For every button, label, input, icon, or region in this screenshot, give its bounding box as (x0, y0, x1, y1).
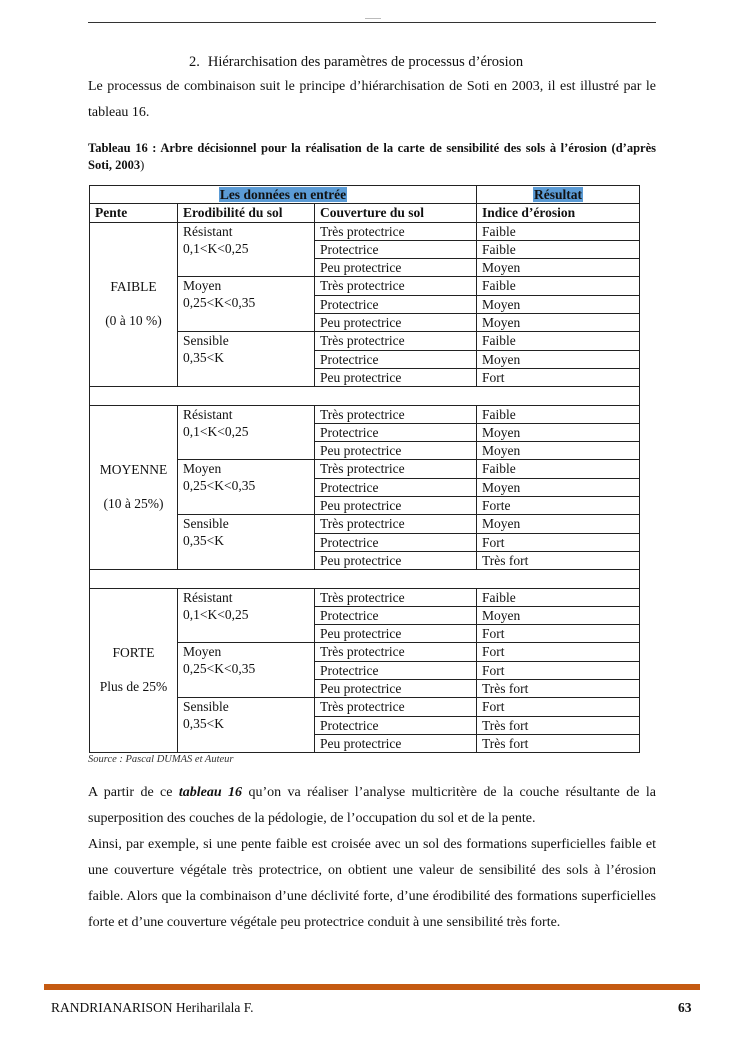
indice-cell: Moyen (477, 478, 640, 496)
erodibilite-cell (178, 643, 315, 698)
couverture-cell: Protectrice (315, 661, 477, 679)
indice-cell: Moyen (477, 606, 640, 624)
couverture-cell: Peu protectrice (315, 259, 477, 277)
erodibilite-k-range: 0,25<K<0,35 (183, 661, 256, 677)
erodibilite-class: Moyen (183, 461, 222, 477)
caption-text: Tableau 16 : Arbre décisionnel pour la réalisation de la carte de sensibilité des sols à l’érosion (d’après Soti, 2003 (88, 141, 656, 172)
table-body (90, 222, 640, 753)
couverture-cell: Très protectrice (315, 588, 477, 606)
indice-cell: Très fort (477, 716, 640, 734)
indice-cell: Faible (477, 277, 640, 295)
pente-cell (90, 405, 178, 570)
indice-cell: Faible (477, 240, 640, 258)
erodibilite-class: Résistant (183, 223, 233, 239)
erodibilite-k-range: 0,1<K<0,25 (183, 606, 249, 622)
indice-cell: Fort (477, 643, 640, 661)
erodibilite-k-range: 0,1<K<0,25 (183, 423, 249, 439)
couverture-cell: Protectrice (315, 478, 477, 496)
erodibilite-class: Sensible (183, 699, 229, 715)
erodibilite-class: Résistant (183, 589, 233, 605)
table-source: Source : Pascal DUMAS et Auteur (88, 754, 234, 765)
couverture-cell: Protectrice (315, 716, 477, 734)
erodibilite-k-range: 0,1<K<0,25 (183, 240, 249, 256)
indice-cell: Moyen (477, 442, 640, 460)
erodibilite-class: Sensible (183, 516, 229, 532)
couverture-cell: Peu protectrice (315, 625, 477, 643)
erodibilite-class: Moyen (183, 644, 222, 660)
couverture-cell: Protectrice (315, 606, 477, 624)
footer-bar (44, 984, 700, 990)
indice-cell: Faible (477, 460, 640, 478)
indice-cell: Moyen (477, 295, 640, 313)
paragraph-example: Ainsi, par exemple, si une pente faible est croisée avec un sol des formations superficielles faible et une couverture végétale très protectrice, on obtient une valeur de sensibilité des sols à l’érosion faible. Alors que la combinaison d’une déclivité forte, d’une érodibilité des formations superficielles forte et d’une couverture végétale peu protectrice conduit à une sensibilité très forte. (88, 837, 656, 930)
couverture-cell: Peu protectrice (315, 680, 477, 698)
footer-author: RANDRIANARISON Heriharilala F. (51, 1000, 254, 1015)
table-group-header (90, 186, 640, 204)
pente-range: (0 à 10 %) (105, 313, 162, 329)
erodibilite-k-range: 0,25<K<0,35 (183, 478, 256, 494)
indice-cell: Moyen (477, 423, 640, 441)
table-caption (88, 140, 656, 174)
erodibilite-class: Moyen (183, 278, 222, 294)
erodibilite-class: Sensible (183, 333, 229, 349)
col-erodibilite: Erodibilité du sol (178, 204, 315, 222)
col-indice: Indice d’érosion (477, 204, 640, 222)
erodibilite-k-range: 0,35<K (183, 533, 224, 549)
indice-cell: Faible (477, 588, 640, 606)
couverture-cell: Peu protectrice (315, 314, 477, 332)
caption-close: ) (140, 158, 145, 172)
indice-cell: Moyen (477, 515, 640, 533)
paragraph-analysis (88, 780, 656, 832)
erodibilite-cell (178, 222, 315, 277)
pente-class: MOYENNE (99, 462, 168, 478)
erodibilite-cell (178, 460, 315, 515)
couverture-cell: Très protectrice (315, 277, 477, 295)
couverture-cell: Très protectrice (315, 698, 477, 716)
pente-range: (10 à 25%) (103, 496, 164, 512)
couverture-cell: Protectrice (315, 350, 477, 368)
input-data-header (90, 186, 477, 204)
indice-cell: Fort (477, 533, 640, 551)
paragraph-analysis-start: A partir de ce (88, 785, 179, 800)
couverture-cell: Peu protectrice (315, 442, 477, 460)
indice-cell: Forte (477, 497, 640, 515)
pente-cell (90, 588, 178, 753)
input-data-header-label: Les données en entrée (219, 187, 347, 202)
erodibilite-cell (178, 405, 315, 460)
table-row (90, 222, 640, 240)
erodibilite-k-range: 0,35<K (183, 350, 224, 366)
pente-class: FORTE (112, 645, 155, 661)
decision-tree-table (89, 185, 640, 753)
header-rule-mark (365, 18, 381, 19)
page-number: 63 (678, 1000, 692, 1015)
pente-class: FAIBLE (110, 279, 157, 295)
result-header (477, 186, 640, 204)
group-spacer-cell (90, 570, 640, 588)
col-couverture: Couverture du sol (315, 204, 477, 222)
couverture-cell: Très protectrice (315, 405, 477, 423)
indice-cell: Faible (477, 222, 640, 240)
couverture-cell: Peu protectrice (315, 497, 477, 515)
section-heading (189, 54, 523, 71)
indice-cell: Moyen (477, 314, 640, 332)
indice-cell: Fort (477, 698, 640, 716)
couverture-cell: Très protectrice (315, 332, 477, 350)
section-title: Hiérarchisation des paramètres de processus d’érosion (207, 54, 524, 70)
paragraph-analysis-end: qu’on va réaliser l’analyse multicritère de la couche résultante de la superposition des couches de la pédologie, de l’occupation du sol et de la pente. (88, 785, 657, 826)
indice-cell: Très fort (477, 551, 640, 569)
couverture-cell: Peu protectrice (315, 734, 477, 752)
couverture-cell: Protectrice (315, 423, 477, 441)
erodibilite-k-range: 0,25<K<0,35 (183, 295, 256, 311)
couverture-cell: Très protectrice (315, 460, 477, 478)
couverture-cell: Peu protectrice (315, 368, 477, 386)
erodibilite-k-range: 0,35<K (183, 716, 224, 732)
couverture-cell: Protectrice (315, 240, 477, 258)
indice-cell: Très fort (477, 734, 640, 752)
indice-cell: Faible (477, 332, 640, 350)
couverture-cell: Protectrice (315, 533, 477, 551)
section-number: 2. (189, 54, 200, 70)
pente-range: Plus de 25% (99, 679, 168, 695)
couverture-cell: Très protectrice (315, 643, 477, 661)
erodibilite-class: Résistant (183, 406, 233, 422)
indice-cell: Moyen (477, 259, 640, 277)
erodibilite-cell (178, 515, 315, 570)
indice-cell: Moyen (477, 350, 640, 368)
pente-cell (90, 222, 178, 387)
couverture-cell: Très protectrice (315, 222, 477, 240)
indice-cell: Très fort (477, 680, 640, 698)
erodibilite-cell (178, 698, 315, 753)
indice-cell: Faible (477, 405, 640, 423)
indice-cell: Fort (477, 661, 640, 679)
table-row (90, 405, 640, 423)
couverture-cell: Peu protectrice (315, 551, 477, 569)
table-column-header (90, 204, 640, 222)
table-row (90, 588, 640, 606)
erodibilite-cell (178, 332, 315, 387)
group-spacer-row (90, 570, 640, 588)
indice-cell: Fort (477, 368, 640, 386)
group-spacer-cell (90, 387, 640, 405)
group-spacer-row (90, 387, 640, 405)
paragraph-analysis-table-ref: tableau 16 (178, 785, 243, 800)
col-pente: Pente (90, 204, 178, 222)
header-rule (88, 22, 656, 23)
intro-paragraph: Le processus de combinaison suit le principe d’hiérarchisation de Soti en 2003, il est illustré par le tableau 16. (88, 79, 656, 120)
couverture-cell: Protectrice (315, 295, 477, 313)
erodibilite-cell (178, 588, 315, 643)
indice-cell: Fort (477, 625, 640, 643)
couverture-cell: Très protectrice (315, 515, 477, 533)
erodibilite-cell (178, 277, 315, 332)
result-header-label: Résultat (534, 187, 582, 202)
